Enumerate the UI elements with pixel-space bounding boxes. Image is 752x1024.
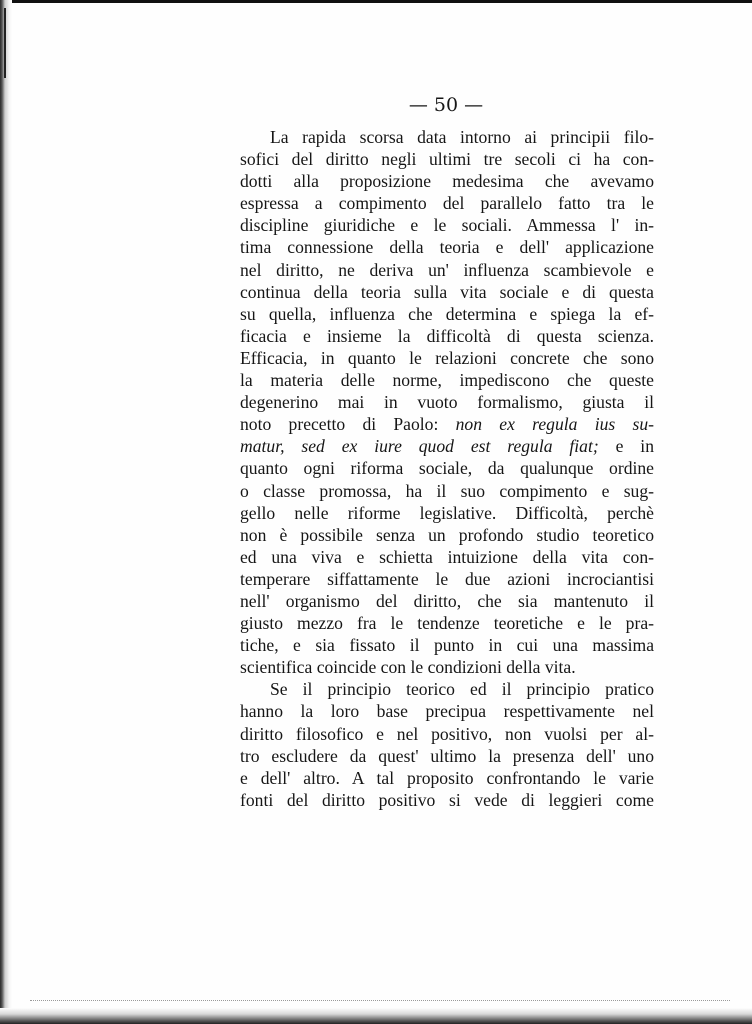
- text-line: diritto filosofico e nel positivo, non vuolsi per al-: [240, 723, 654, 744]
- text-line: su quella, influenza che determina e spiega la ef-: [240, 303, 654, 324]
- binding-edge: [0, 0, 12, 1024]
- text-line: sofici del diritto negli ultimi tre secoli ci ha con-: [240, 149, 654, 170]
- text-line: non è possibile senza un profondo studio teoretico: [240, 524, 654, 545]
- text-line: quanto ogni riforma sociale, da qualunque ordine: [240, 458, 654, 479]
- text-line: Efficacia, in quanto le relazioni concrete che sono: [240, 347, 654, 368]
- latin-quote: non ex regula ius su-: [455, 414, 654, 435]
- text-line: nel diritto, ne deriva un' influenza scambievole e: [240, 259, 654, 280]
- binding-marks: [4, 8, 20, 78]
- text-line: matur, sed ex iure quod est regula fiat; e in: [240, 436, 654, 457]
- text-line: noto precetto di Paolo: non ex regula ius su-: [240, 414, 654, 435]
- text-line: la materia delle norme, impediscono che queste: [240, 370, 654, 391]
- text-line: Se il principio teorico ed il principio pratico: [270, 679, 654, 700]
- text-line: ficacia e insieme la difficoltà di questa scienza.: [240, 325, 654, 346]
- text-line: espressa a compimento del parallelo fatto tra le: [240, 193, 654, 214]
- bottom-dotted-rule: [30, 1000, 730, 1003]
- text-line: La rapida scorsa data intorno ai principii filo-: [270, 127, 654, 147]
- top-edge-rule: [0, 0, 752, 3]
- text-line: fonti del diritto positivo si vede di leggieri come: [240, 789, 654, 810]
- text-line: ed una viva e schietta intuizione della vita con-: [240, 546, 654, 567]
- text-line: temperare siffattamente le due azioni incrociantisi: [240, 568, 654, 589]
- text-line: tima connessione della teoria e dell' applicazione: [240, 237, 654, 258]
- text-line: continua della teoria sulla vita sociale e di questa: [240, 281, 654, 302]
- text-line: scientifica coincide con le condizioni della vita.: [240, 657, 576, 678]
- body-text: [240, 126, 654, 811]
- text-line: o classe promossa, ha il suo compimento e sug-: [240, 480, 654, 501]
- text-line: dotti alla proposizione medesima che avevamo: [240, 171, 654, 192]
- text-line: e dell' altro. A tal proposito confrontando le varie: [240, 767, 654, 788]
- text-line: degenerino mai in vuoto formalismo, giusta il: [240, 392, 654, 413]
- text-line: tro escludere da quest' ultimo la presenza dell' uno: [240, 745, 654, 766]
- latin-quote: matur, sed ex iure quod est regula fiat;: [240, 436, 599, 457]
- text-line: gello nelle riforme legislative. Difficoltà, perchè: [240, 502, 654, 523]
- bottom-edge: [0, 1008, 752, 1024]
- text-line: discipline giuridiche e le sociali. Ammessa l' in-: [240, 215, 654, 236]
- text-line: giusto mezzo fra le tendenze teoretiche e le pra-: [240, 613, 654, 634]
- text-line: hanno la loro base precipua respettivamente nel: [240, 701, 654, 722]
- page-number: — 50 —: [408, 94, 484, 116]
- text-line: tiche, e sia fissato il punto in cui una massima: [240, 635, 654, 656]
- text-line: nell' organismo del diritto, che sia mantenuto il: [240, 590, 654, 611]
